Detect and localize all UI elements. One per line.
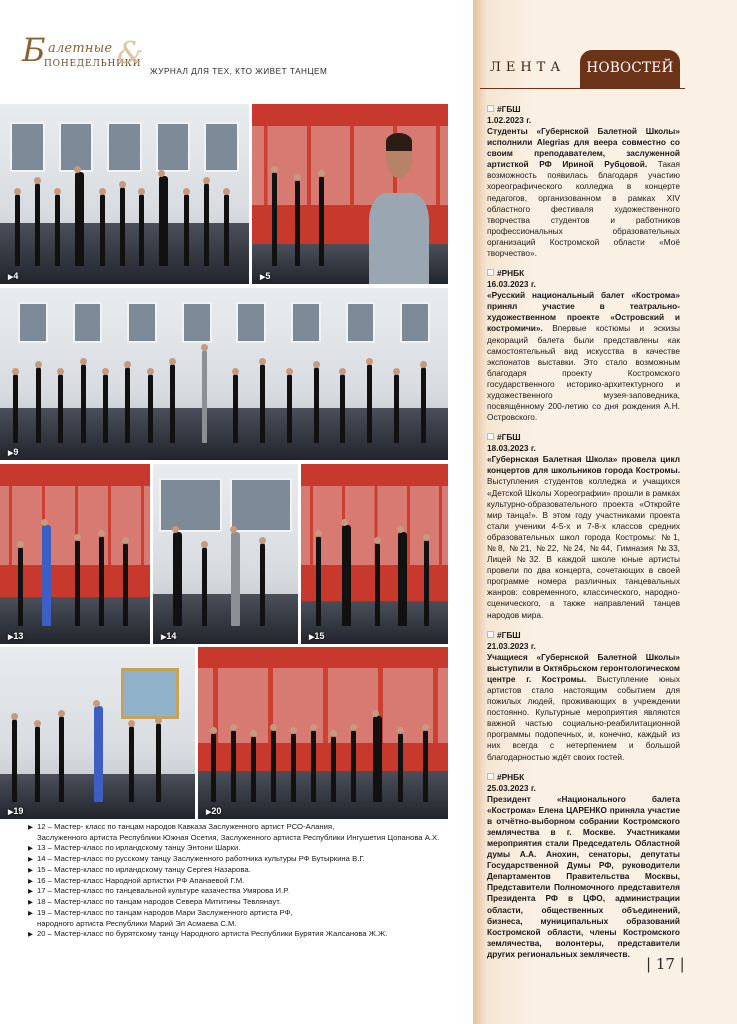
photo-masterclass-5 [252,104,448,284]
play-triangle-icon: ▶ [28,877,33,885]
caption-line: ▶ 19 – Мастер-класс по танцам народов Мари Заслуженного артиста РФ, [28,908,293,918]
news-text [487,290,680,423]
news-item [487,104,680,259]
photo-number: ▶ 5 [260,271,270,281]
bullet-square-icon [487,105,494,112]
play-triangle-icon: ▶ [28,888,33,896]
photo-captions [28,822,468,940]
bullet-square-icon [487,773,494,780]
play-triangle-icon: ▶ [28,844,33,852]
play-triangle-icon: ▶ [28,910,33,918]
news-date: 1.02.2023 г. [487,115,532,125]
magazine-tagline: ЖУРНАЛ ДЛЯ ТЕХ, КТО ЖИВЕТ ТАНЦЕМ [150,67,328,76]
news-item [487,772,680,960]
news-lead: Студенты «Губернской Балетной Школы» исполнили Alegrias для веера совместно со своим преподавателем, заслуженной артисткой РФ Ириной Рубцовой. [487,126,680,170]
logo-ampersand: & [117,36,144,71]
news-body: Выступления студентов колледжа и учащихся «Детской Школы Хореографии» прошли в рамках культурно-образовательного проекта «Откройте мир танца!». В этом году участниками проекта стали ученики 4-5-х и 7-8-х классов средних образовательных школ города Костромы: №1, №8, №21, №22, №24, №44, Гимназия №33, Лицей №32. В каждой школе юные артисты провели по два концерта, сочетающих в своей программе номера различных танцевальных жанров: современного, классического, народно-сценического, а также направлений танцев народов мира. [487,476,680,620]
logo-word-baletnye: алетные [48,41,113,56]
news-text [487,794,680,960]
news-body: Такая возможность появилась благодаря участию хореографического колледжа в концерте педагогов, организованном в рамках XIV областного фестиваля художественного творчества студентов и работников профессиональных образовательных организаций Костромской области «Моё творчество». [487,159,680,259]
caption-line: ▶ 15 – Мастер-класс по ирландскому танцу Сергея Назарова. [28,864,251,874]
caption-line: ▶ 14 – Мастер-класс по русскому танцу Заслуженного работника культуры РФ Бутыркина В.Г. [28,853,365,863]
news-date: 21.03.2023 г. [487,640,536,651]
photo-masterclass-20 [198,647,448,819]
news-item [487,432,680,620]
caption-line: ▶ 17 – Мастер-класс по танцевальной культуре казачества Умярова И.Р. [28,886,290,896]
photo-masterclass-15 [301,464,448,644]
photo-number: ▶ 15 [309,631,324,641]
photo-number: ▶ 14 [161,631,176,641]
news-tag: #ГБШ [497,629,521,640]
photo-number: ▶ 20 [206,806,221,816]
news-lead: «Русский национальный балет «Кострома» принял участие в театрально-художественном проекте «Островский и костромичи». [487,290,680,334]
photo-masterclass-4 [0,104,249,284]
news-tag: #ГБШ [497,432,521,443]
photo-number: ▶ 4 [8,271,18,281]
news-date: 16.03.2023 г. [487,279,536,290]
caption-line: ▶ 20 – Мастер-класс по бурятскому танцу Народного артиста Республики Бурятия Жалсанова Ж.Ж. [28,929,388,939]
photo-number: ▶ 13 [8,631,23,641]
news-tag: #РНБК [497,771,525,782]
photo-number: ▶ 9 [8,447,18,457]
play-triangle-icon: ▶ [28,855,33,863]
news-text [487,652,680,763]
news-body: Впервые костюмы и эскизы декораций балета были представлены как самостоятельный вид искусства в качестве экспонатов выставки. Это стало возможным благодаря проекту Костромского государственного историко-архитектурного и художественного музея-заповедника, посвящённому 200-летию со дня рождения А.Н. Островского. [487,323,680,423]
caption-line: народного артиста Республики Марий Эл Асмаева С.М. [37,919,237,929]
news-feed [487,104,680,969]
photo-masterclass-19 [0,647,195,819]
play-triangle-icon: ▶ [28,824,33,831]
play-triangle-icon: ▶ [28,931,33,939]
bullet-square-icon [487,631,494,638]
news-tag: #РНБК [497,268,525,279]
news-item [487,268,680,423]
magazine-logo [22,31,147,84]
bullet-square-icon [487,269,494,276]
section-title-novostei: НОВОСТЕЙ [580,50,680,88]
news-lead: Учащиеся «Губернской Балетной Школы» выступили в Октябрьском геронтологическом центре г. Костромы. [487,651,680,684]
bullet-square-icon [487,433,494,440]
photo-masterclass-9 [0,288,448,460]
section-title-lenta: ЛЕНТА [490,60,566,75]
logo-initial: Б [22,31,46,69]
page-number: | 17 | [646,955,685,973]
photo-number: ▶ 19 [8,806,23,816]
caption-line: ▶ 12 – Мастер- класс по танцам народов Кавказа Заслуженного артист РСО-Алания, [28,822,335,831]
news-lead: Президент «Национального балета «Кострома» Елена ЦАРЕНКО приняла участие в отчётно-выборном собрании Костромского землячества в г. Москве. Участниками мероприятия стали Председатель Областной думы А.А. Анохин, сенаторы, депутаты Государственной Думы РФ, руководители Департаментов Правительства Москвы, Представители Полномочного представителя Президента РФ в ЦФО, администрации области, общественных объединений, бизнеса, муниципальных образований Костромской области, члены Костромского землячества, волонтеры, представители других региональных землячеств. [487,793,680,959]
news-body: Выступление юных артистов стало настоящим событием для пожилых людей, проживающих в учреждении постоянно. Культурные мероприятия являются важной частью социально-реабилитационной программы подопечных, и, конечно, каждый из них всегда с нетерпением и большой благодарностью ждёт своих гостей. [487,673,680,762]
play-triangle-icon: ▶ [28,866,33,874]
news-text [487,126,680,259]
news-date: 18.03.2023 г. [487,443,536,454]
news-text [487,454,680,620]
caption-line: ▶ 13 – Мастер-класс по ирландскому танцу Энтони Шарки. [28,842,241,852]
logo-word-ponedelniki: ПОНЕДЕЛЬНИКИ [44,59,142,69]
teacher-figure [362,136,436,284]
news-item [487,630,680,763]
caption-line: Заслуженного артиста Республики Южная Осетия, Заслуженного артиста Республики Ингушетия Цопанова А.Х. [37,832,440,842]
caption-line: ▶ 18 – Мастер-класс по танцам народов Севера Мититины Тевлянаут. [28,897,281,907]
photo-masterclass-14 [153,464,298,644]
news-date: 25.03.2023 г. [487,782,536,793]
news-tag: #ГБШ [497,104,521,114]
play-triangle-icon: ▶ [28,899,33,907]
caption-line: ▶ 16 – Мастер-класс Народной артистки РФ Апанаевой Г.М. [28,875,245,885]
photo-masterclass-13 [0,464,150,644]
news-lead: «Губернская Балетная Школа» провела цикл концертов для школьников города Костромы. [487,454,680,476]
section-divider [480,88,685,89]
